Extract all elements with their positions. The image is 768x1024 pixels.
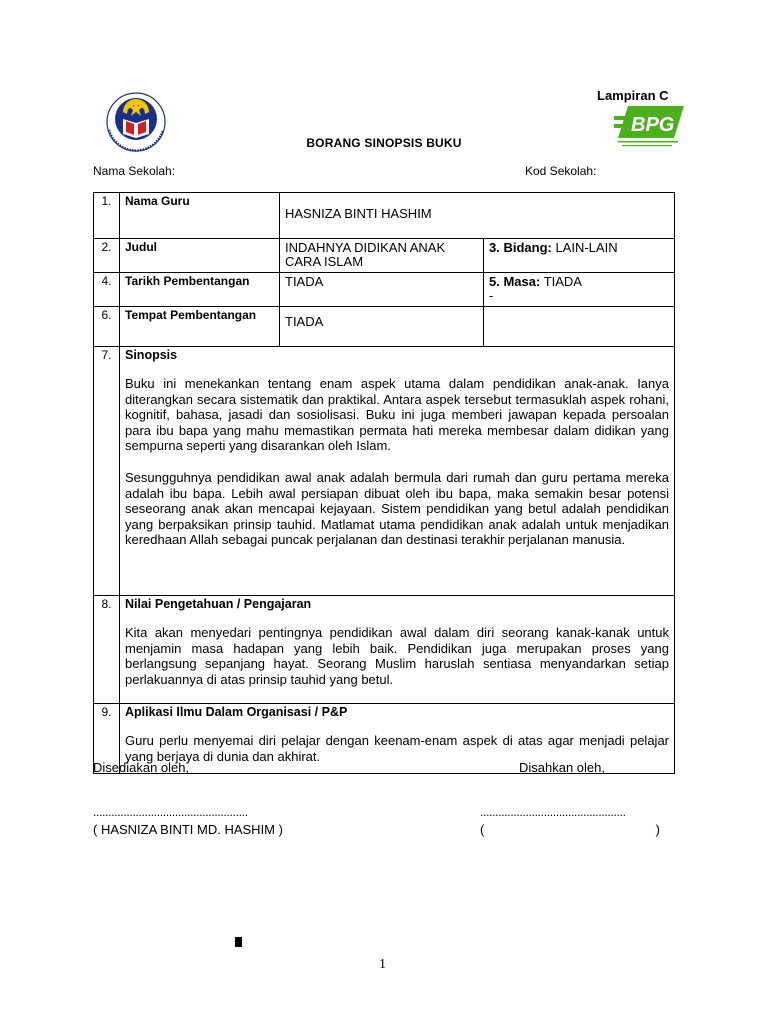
row-judul xyxy=(94,239,675,273)
row-nama-guru xyxy=(94,193,675,239)
field-label: Nama Guru xyxy=(120,193,280,239)
approver-open-paren: ( xyxy=(480,822,485,837)
nilai-cell xyxy=(120,596,675,704)
masa-label: 5. Masa: xyxy=(489,274,541,289)
sinopsis-cell xyxy=(120,347,675,596)
row-sinopsis xyxy=(94,347,675,596)
row-number: 7. xyxy=(94,347,120,596)
bidang-label: 3. Bidang: xyxy=(489,240,552,255)
approver-name xyxy=(480,822,660,837)
row-number: 8. xyxy=(94,596,120,704)
nama-sekolah-label: Nama Sekolah: xyxy=(93,164,176,178)
signature-line-left: ................................................... xyxy=(93,805,248,819)
tarikh-value: TIADA xyxy=(280,273,484,307)
nilai-paragraph: Kita akan menyedari pentingnya pendidikan awal dalam diri seorang kanak-kanak untuk menjamin masa hadapan yang lebih baik. Pendidikan juga merupakan proses yang berlangsung sepanjang hayat. Seorang Muslim haruslah sentiasa menyandarkan setiap perlakuannya di atas prinsip tauhid yang betul. xyxy=(125,625,669,687)
tempat-value: TIADA xyxy=(280,307,484,347)
row-nilai xyxy=(94,596,675,704)
approved-by-label: Disahkan oleh, xyxy=(519,760,605,775)
form-title: BORANG SINOPSIS BUKU xyxy=(306,136,462,150)
masa-cell xyxy=(484,273,675,307)
judul-value: INDAHNYA DIDIKAN ANAK CARA ISLAM xyxy=(280,239,484,273)
row-tarikh xyxy=(94,273,675,307)
bidang-cell xyxy=(484,239,675,273)
masa-extra: - xyxy=(489,288,494,303)
prepared-by-label: Disediakan oleh, xyxy=(93,760,190,775)
bidang-value: LAIN-LAIN xyxy=(551,240,618,255)
row-tempat xyxy=(94,307,675,347)
sinopsis-paragraph-1: Buku ini menekankan tentang enam aspek utama dalam pendidikan anak-anak. Ianya diterangkan secara sistematik dan praktikal. Antara aspek tersebut termasuklah aspek rohani, kognitif, bahasa, jasadi dan sosiolisasi. Buku ini juga memberi jawapan kepada persoalan para ibu bapa yang mahu memastikan permata hati mereka membesar dalam didikan yang sempurna seperti yang disarankan oleh Islam. xyxy=(125,376,669,454)
approver-close-paren: ) xyxy=(655,822,660,837)
page-number: 1 xyxy=(379,957,386,972)
row-number: 4. xyxy=(94,273,120,307)
aplikasi-paragraph: Guru perlu menyemai diri pelajar dengan keenam-enam aspek di atas agar menjadi pelajar yang berjaya di dunia dan akhirat. xyxy=(125,733,669,764)
lampiran-label: Lampiran C xyxy=(597,88,669,103)
row-number: 9. xyxy=(94,704,120,774)
field-label: Judul xyxy=(120,239,280,273)
section-heading: Nilai Pengetahuan / Pengajaran xyxy=(125,597,312,611)
field-label: Tempat Pembentangan xyxy=(120,307,280,347)
preparer-name: ( HASNIZA BINTI MD. HASHIM ) xyxy=(93,822,283,837)
empty-cell xyxy=(484,307,675,347)
bpg-logo-text: BPG xyxy=(631,114,675,136)
row-number: 1. xyxy=(94,193,120,239)
nama-guru-value: HASNIZA BINTI HASHIM xyxy=(280,193,675,239)
bullet-mark xyxy=(235,937,242,947)
signature-line-right: ................................................ xyxy=(480,805,626,819)
section-heading: Sinopsis xyxy=(125,348,178,362)
row-number: 2. xyxy=(94,239,120,273)
sinopsis-paragraph-2: Sesungguhnya pendidikan awal anak adalah bermula dari rumah dan guru pertama mereka adalah ibu bapa. Lebih awal persiapan dibuat oleh ibu bapa, maka semakin besar potensi seseorang anak akan mencapai kejayaan. Sistem pendidikan yang betul adalah pendidikan yang berpaksikan prinsip tauhid. Matlamat utama pendidikan anak adalah untuk menjadikan keredhaan Allah sebagai puncak perjalanan dan destinasi terakhir perjalanan manusia. xyxy=(125,469,669,548)
kod-sekolah-label: Kod Sekolah: xyxy=(525,164,597,178)
masa-value: TIADA xyxy=(540,274,582,289)
field-label: Tarikh Pembentangan xyxy=(120,273,280,307)
section-heading: Aplikasi Ilmu Dalam Organisasi / P&P xyxy=(125,705,348,719)
synopsis-form-table xyxy=(93,192,675,774)
row-number: 6. xyxy=(94,307,120,347)
